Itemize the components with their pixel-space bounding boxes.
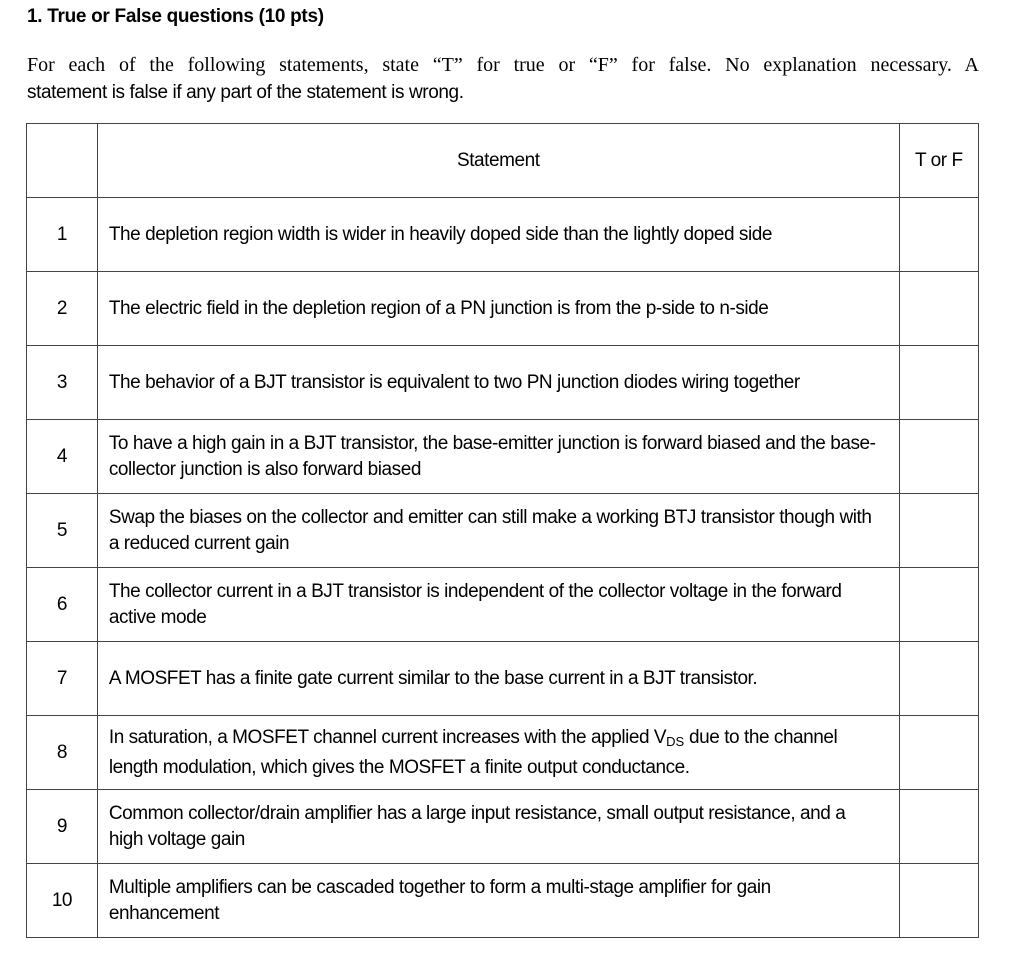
row-number: 8	[27, 716, 98, 790]
true-false-table	[26, 123, 979, 938]
instructions-line-2: statement is false if any part of the statement is wrong.	[27, 82, 464, 103]
statement-text: Common collector/drain amplifier has a large input resistance, small output resistance, and a high voltage gain	[97, 790, 899, 864]
answer-cell[interactable]	[899, 420, 978, 494]
answer-cell[interactable]	[899, 198, 978, 272]
table-row	[27, 198, 979, 272]
instructions-line-1: For each of the following statements, state “T” for true or “F” for false. No explanation necessary. A	[27, 54, 979, 76]
statement-text: The electric field in the depletion region of a PN junction is from the p-side to n-side	[97, 272, 899, 346]
statement-text-part: due to the channel length modulation, which gives the MOSFET a finite output conductance.	[108, 726, 838, 778]
row-number: 7	[27, 642, 98, 716]
instructions	[27, 52, 979, 106]
table-row	[27, 642, 979, 716]
question-heading: 1. True or False questions (10 pts)	[27, 6, 324, 27]
table-row	[27, 864, 979, 938]
row-number: 10	[27, 864, 98, 938]
table-header-row	[27, 124, 979, 198]
row-number: 3	[27, 346, 98, 420]
row-number: 4	[27, 420, 98, 494]
statement-column-header: Statement	[97, 124, 899, 198]
table-row	[27, 420, 979, 494]
row-number: 1	[27, 198, 98, 272]
table-row	[27, 494, 979, 568]
answer-cell[interactable]	[899, 790, 978, 864]
row-number: 6	[27, 568, 98, 642]
row-number: 2	[27, 272, 98, 346]
table-row	[27, 790, 979, 864]
statement-text	[97, 716, 899, 790]
answer-cell[interactable]	[899, 864, 978, 938]
statement-text: Swap the biases on the collector and emitter can still make a working BTJ transistor though with a reduced current gain	[97, 494, 899, 568]
table-row	[27, 716, 979, 790]
answer-cell[interactable]	[899, 568, 978, 642]
table-row	[27, 272, 979, 346]
answer-cell[interactable]	[899, 346, 978, 420]
answer-cell[interactable]	[899, 494, 978, 568]
table-row	[27, 346, 979, 420]
row-number: 5	[27, 494, 98, 568]
statement-text: The depletion region width is wider in heavily doped side than the lightly doped side	[97, 198, 899, 272]
answer-cell[interactable]	[899, 272, 978, 346]
statement-text: To have a high gain in a BJT transistor, the base-emitter junction is forward biased and the base-collector junction is also forward biased	[97, 420, 899, 494]
number-column-header	[27, 124, 98, 198]
row-number: 9	[27, 790, 98, 864]
vds-subscript: DS	[666, 733, 685, 749]
answer-cell[interactable]	[899, 716, 978, 790]
statement-text: The collector current in a BJT transistor is independent of the collector voltage in the forward active mode	[97, 568, 899, 642]
statement-text: Multiple amplifiers can be cascaded together to form a multi-stage amplifier for gain enhancement	[97, 864, 899, 938]
statement-text-part: In saturation, a MOSFET channel current increases with the applied V	[108, 726, 667, 748]
statement-text: A MOSFET has a finite gate current similar to the base current in a BJT transistor.	[97, 642, 899, 716]
answer-cell[interactable]	[899, 642, 978, 716]
answer-column-header: T or F	[899, 124, 978, 198]
table-row	[27, 568, 979, 642]
statement-text: The behavior of a BJT transistor is equivalent to two PN junction diodes wiring together	[97, 346, 899, 420]
